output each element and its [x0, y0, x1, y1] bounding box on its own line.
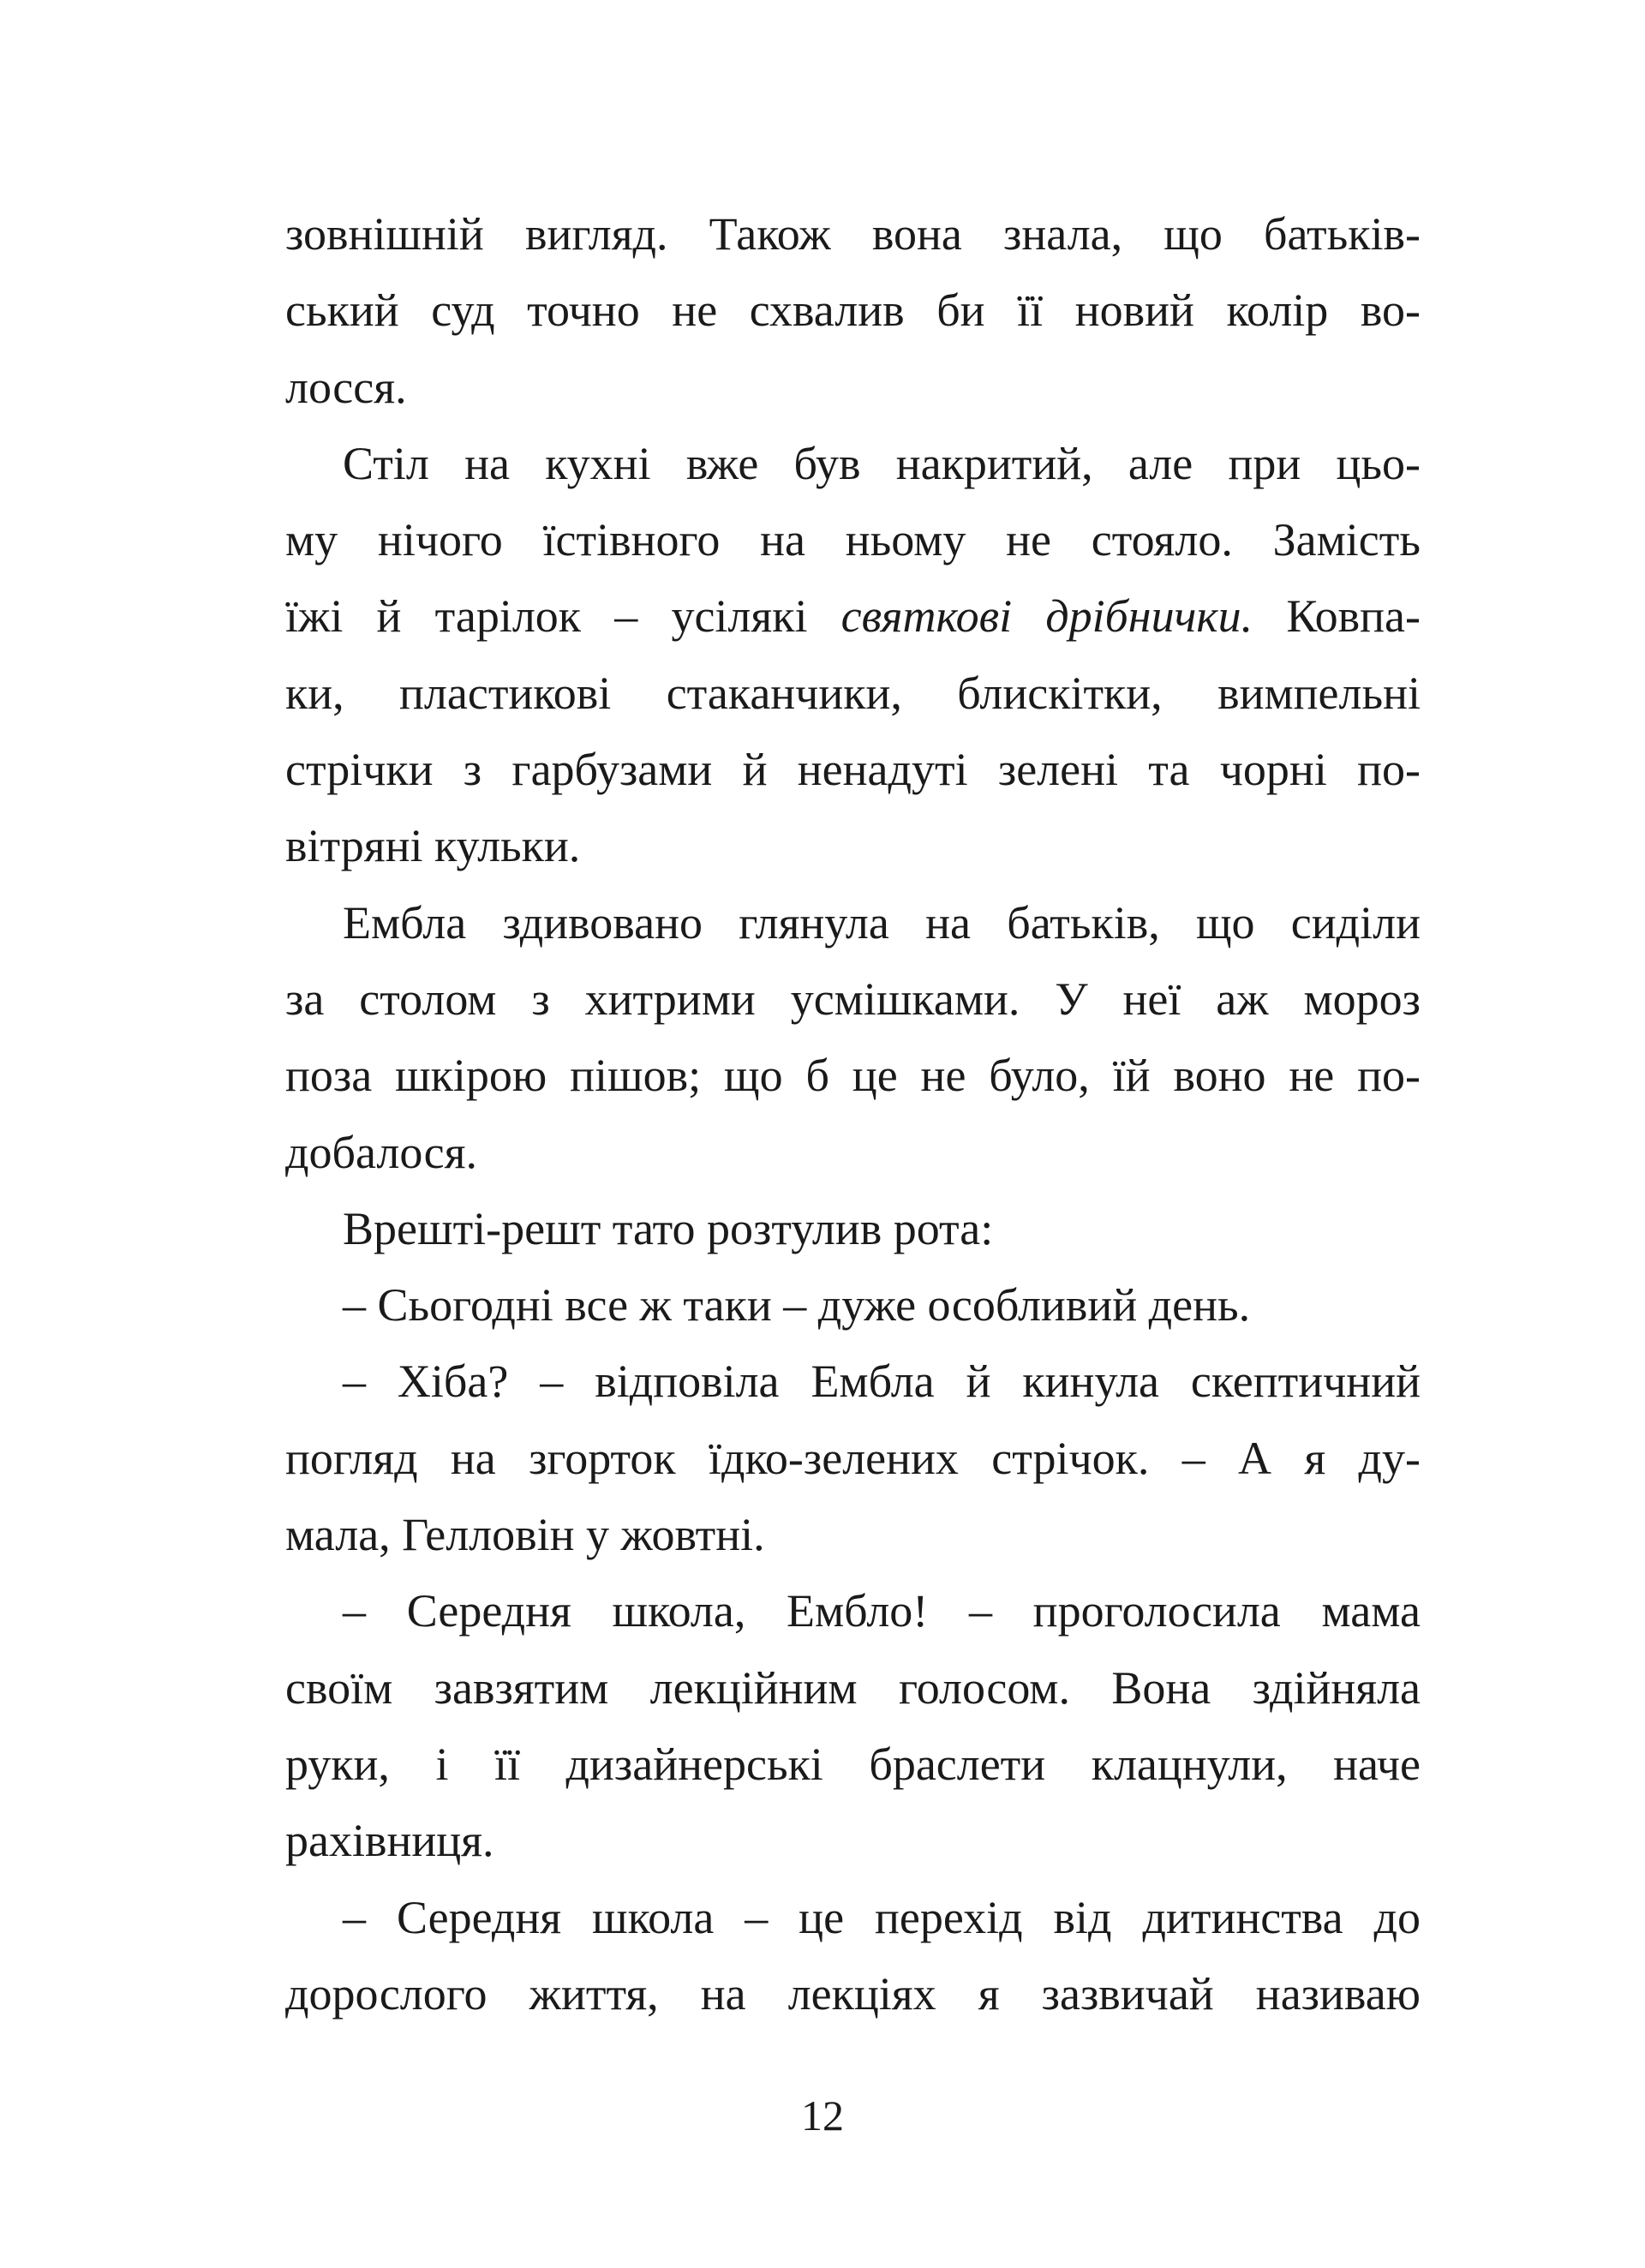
text-line: зовнішній вигляд. Також вона знала, що батьків- [285, 208, 1421, 260]
italic-phrase: святкові дрібнички. [840, 590, 1253, 643]
text-line: – Хіба? – відповіла Ембла й кинула скептичний [343, 1355, 1421, 1408]
text-line: добалося. [285, 1126, 477, 1178]
text-line: стрічки з гарбузами й ненадуті зелені та чорні по- [285, 744, 1421, 796]
text-line: своїм завзятим лекційним голосом. Вона здійняла [285, 1661, 1421, 1714]
text-segment: їжі й тарілок – усілякі [285, 590, 841, 643]
text-line: ки, пластикові стаканчики, блискітки, вимпельні [285, 667, 1421, 719]
text-line: вітряні кульки. [285, 820, 581, 872]
body-text [285, 196, 1421, 2032]
text-line: Ембла здивовано глянула на батьків, що сиділи [343, 896, 1421, 948]
text-line: дорослого життя, на лекціях я зазвичай називаю [285, 1967, 1421, 2020]
text-line: ський суд точно не схвалив би її новий колір во- [285, 284, 1421, 337]
text-line: лосся. [285, 361, 407, 413]
text-line: – Середня школа – це перехід від дитинства до [343, 1891, 1421, 1943]
text-line: Врешті-решт тато розтулив рота: [343, 1202, 994, 1254]
text-line: – Сьогодні все ж таки – дуже особливий день. [343, 1279, 1251, 1331]
text-line: поза шкірою пішов; що б це не було, їй воно не по- [285, 1050, 1421, 1102]
text-line: Стіл на кухні вже був накритий, але при цьо- [343, 437, 1421, 489]
text-line: погляд на згорток їдко-зелених стрічок. – А я ду- [285, 1432, 1421, 1484]
text-line: му нічого їстівного на ньому не стояло. Замість [285, 514, 1421, 566]
text-line: мала, Гелловін у жовтні. [285, 1509, 765, 1561]
text-line [285, 578, 1421, 655]
text-line: – Середня школа, Ембло! – проголосила мама [343, 1585, 1421, 1637]
text-line: рахівниця. [285, 1815, 494, 1867]
text-segment: Ковпа- [1253, 590, 1421, 643]
text-line: руки, і її дизайнерські браслети клацнули, наче [285, 1738, 1421, 1790]
page-number: 12 [801, 2091, 844, 2139]
text-line: за столом з хитрими усмішками. У неї аж мороз [285, 972, 1421, 1025]
